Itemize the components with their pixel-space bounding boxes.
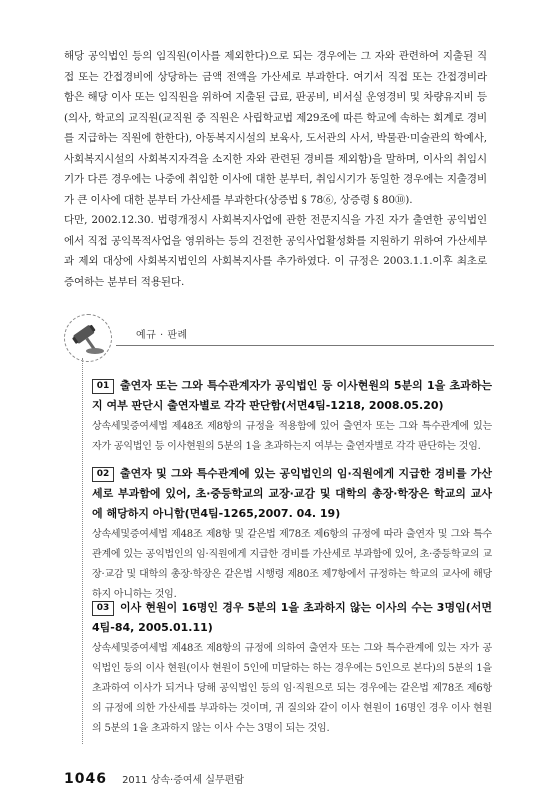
page-footer: [64, 768, 244, 787]
rulings-guide-line: [82, 358, 83, 744]
body-paragraph: 다만, 2002.12.30. 법령개정시 사회복지사업에 관한 전문지식을 가진 자가 출연한 공익법인에서 직접 공익목적사업을 영위하는 등의 건전한 공익사업활성화를 지원하기 위하여 가산세부과 제외 대상에 사회복지법인의 사회복지사를 추가하였다. 이 규정은 2003.1.1.이후 최초로 증여하는 분부터 적용된다.: [64, 214, 487, 288]
section-divider: [116, 345, 494, 346]
page-number: 1046: [64, 771, 107, 787]
ruling-number-badge: 01: [92, 379, 114, 394]
ruling-number-badge: 03: [92, 601, 114, 616]
book-title: 2011 상속·증여세 실무편람: [122, 775, 244, 786]
ruling-title-text: 출연자 또는 그와 특수관계자가 공익법인 등 이사현원의 5분의 1을 초과하는지 여부 판단시 출연자별로 각각 판단함(서면4팀-1218, 2008.05.20): [92, 379, 492, 412]
ruling-title: [92, 598, 492, 638]
ruling-body: 상속세및증여세법 제48조 제8항의 규정에 의하여 출연자 또는 그와 특수관계에 있는 자가 공익법인 등의 이사 현원(이사 현원이 5인에 미달하는 하는 경우에는 5인으로 본다)의 5분의 1을 초과하여 이사가 되거나 당해 공익법인 등의 임·직원으로 되는 경우에는 같은법 제78조 제6항의 규정에 의한 가산세를 부과하는 것이며, 귀 질의와 같이 이사 현원이 16명인 경우 이사 현원의 5분의 1을 초과하지 않는 이사 수는 3명이 되는 것임.: [92, 643, 492, 734]
ruling-title-text: 출연자 및 그와 특수관계에 있는 공익법인의 임·직원에게 지급한 경비를 가산세로 부과함에 있어, 초·중등학교의 교장·교감 및 대학의 총장·학장은 학교의 교사에 해당하지 아니함(면4팀-1265,2007. 04. 19): [92, 467, 492, 520]
ruling-title: [92, 464, 492, 524]
gavel-badge: [64, 314, 112, 362]
ruling-body: 상속세및증여세법 제48조 제8항 및 같은법 제78조 제6항의 규정에 따라 출연자 및 그와 특수관계에 있는 공익법인의 임·직원에게 지급한 경비를 가산세로 부과함에 있어, 초·중등학교의 교장·교감 및 대학의 총장·학장은 같은법 시행령 제80조 제7항에서 규정하는 학교의 교사에 해당하지 아니하는 것임.: [92, 529, 492, 600]
gavel-icon: [65, 315, 111, 361]
body-paragraph: 해당 공익법인 등의 임직원(이사를 제외한다)으로 되는 경우에는 그 자와 관련하여 지출된 직접 또는 간접경비에 상당하는 금액 전액을 가산세로 부과한다. 여기서 직접 또는 간접경비라 함은 해당 이사 또는 임직원을 위하여 지출된 급료, 판공비, 비서실 운영경비 및 차량유지비 등(의사, 학교의 교직원(교직원 중 직원은 사립학교법 제29조에 따른 학교에 속하는 회계로 경비를 지급하는 직원에 한한다), 아동복지시설의 보육사, 도서관의 사서, 박물관·미술관의 학예사, 사회복지시설의 사회복지자격을 소지한 자와 관련된 경비를 제외함)을 말하며, 이사의 취임시기가 다른 경우에는 나중에 취임한 이사에 대한 분부터, 취임시기가 동일한 경우에는 지출경비가 큰 이사에 대한 분부터 가산세를 부과한다(상증법 § 78⑥, 상증령 § 80⑩).: [64, 50, 487, 206]
ruling-title: [92, 376, 492, 416]
section-label: 예규 · 판례: [136, 330, 188, 341]
rulings-section-header: [64, 314, 494, 360]
ruling-item: [92, 376, 492, 457]
ruling-title-text: 이사 현원이 16명인 경우 5분의 1을 초과하지 않는 이사의 수는 3명임(서면4팀-84, 2005.01.11): [92, 601, 492, 634]
body-text: [64, 46, 487, 292]
ruling-item: [92, 598, 492, 739]
ruling-body: 상속세및증여세법 제48조 제8항의 규정을 적용함에 있어 출연자 또는 그와 특수관계에 있는 자가 공익법인 등 이사현원의 5분의 1을 초과하는지 여부는 출연자별로 각각 판단하는 것임.: [92, 421, 492, 452]
ruling-number-badge: 02: [92, 467, 114, 482]
ruling-item: [92, 464, 492, 605]
